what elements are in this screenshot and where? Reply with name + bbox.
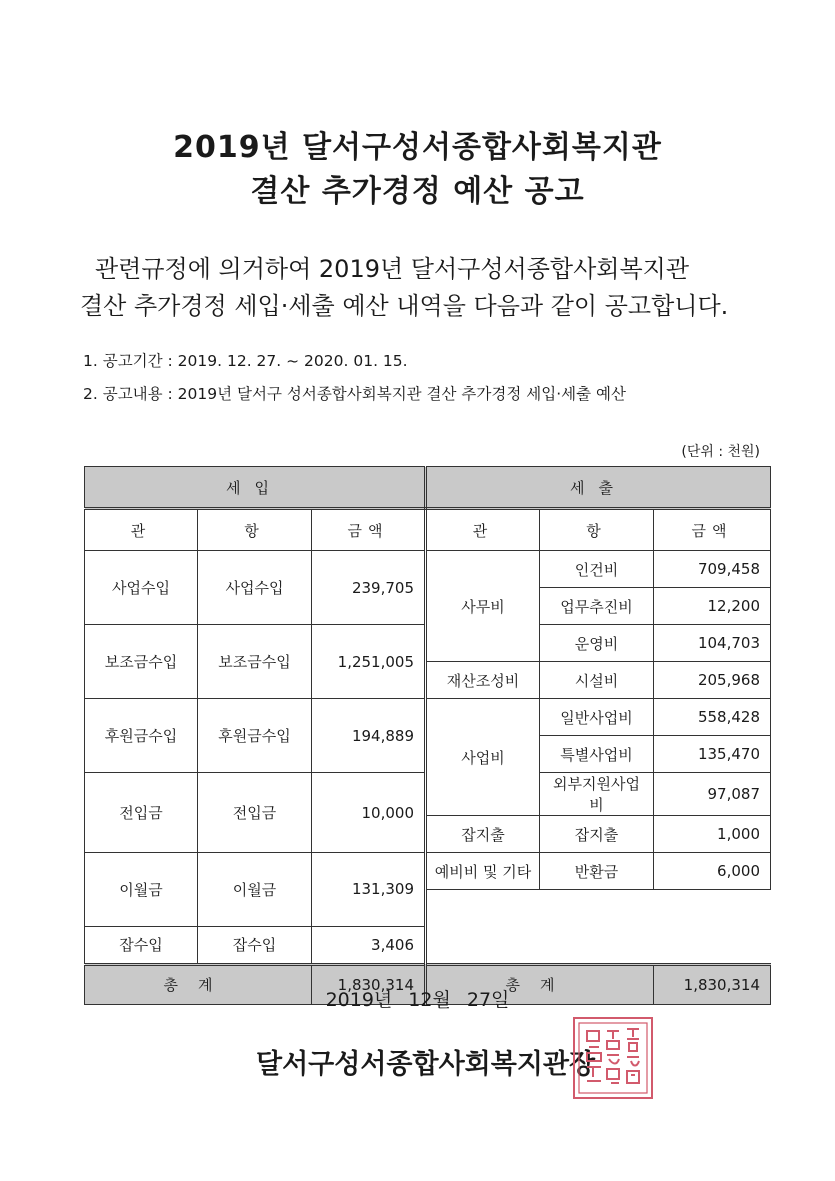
expense-hang: 업무추진비 xyxy=(540,588,654,625)
revenue-amount: 3,406 xyxy=(312,926,426,964)
expense-total: 1,830,314 xyxy=(654,964,771,1004)
document-title-line1: 2019년 달서구성서종합사회복지관 xyxy=(173,130,662,165)
expense-amount: 6,000 xyxy=(654,853,771,890)
expense-total-label: 총계 xyxy=(426,964,654,1004)
revenue-amount: 131,309 xyxy=(312,853,426,927)
intro-line2: 결산 추가경정 세입·세출 예산 내역을 다음과 같이 공고합니다. xyxy=(80,292,729,320)
revenue-amount: 1,251,005 xyxy=(312,625,426,699)
expense-amount: 97,087 xyxy=(654,773,771,816)
revenue-hang: 보조금수입 xyxy=(198,625,312,699)
unit-label: (단위 : 천원) xyxy=(681,444,760,460)
expense-amount: 558,428 xyxy=(654,699,771,736)
expense-amount: 709,458 xyxy=(654,551,771,588)
expense-gwan-project: 사업비 xyxy=(426,699,540,816)
expense-hang: 시설비 xyxy=(540,662,654,699)
revenue-hang: 이월금 xyxy=(198,853,312,927)
revenue-hang: 후원금수입 xyxy=(198,699,312,773)
revenue-hang: 전입금 xyxy=(198,773,312,853)
col-amount-revenue: 금액 xyxy=(312,509,426,551)
col-gwan-revenue: 관 xyxy=(85,509,198,551)
revenue-amount: 10,000 xyxy=(312,773,426,853)
revenue-gwan: 전입금 xyxy=(85,773,198,853)
revenue-gwan: 후원금수입 xyxy=(85,699,198,773)
expense-header: 세출 xyxy=(426,467,771,509)
notice-date: 2019년 12월 27일 xyxy=(325,989,510,1011)
expense-hang: 운영비 xyxy=(540,625,654,662)
col-gwan-expense: 관 xyxy=(426,509,540,551)
expense-hang: 인건비 xyxy=(540,551,654,588)
expense-gwan-reserve: 예비비 및 기타 xyxy=(426,853,540,890)
revenue-amount: 194,889 xyxy=(312,699,426,773)
revenue-header: 세입 xyxy=(85,467,426,509)
expense-hang: 반환금 xyxy=(540,853,654,890)
revenue-gwan: 보조금수입 xyxy=(85,625,198,699)
expense-hang: 잡지출 xyxy=(540,816,654,853)
expense-hang: 특별사업비 xyxy=(540,736,654,773)
notice-period: 1. 공고기간 : 2019. 12. 27. ~ 2020. 01. 15. xyxy=(83,352,408,370)
document-title-line2: 결산 추가경정 예산 공고 xyxy=(250,174,585,209)
revenue-total-label: 총계 xyxy=(85,964,312,1004)
revenue-total: 1,830,314 xyxy=(312,964,426,1004)
expense-amount: 205,968 xyxy=(654,662,771,699)
expense-gwan-office: 사무비 xyxy=(426,551,540,662)
official-seal-icon xyxy=(573,1017,653,1099)
expense-amount: 1,000 xyxy=(654,816,771,853)
revenue-amount: 239,705 xyxy=(312,551,426,625)
col-hang-revenue: 항 xyxy=(198,509,312,551)
revenue-hang: 사업수입 xyxy=(198,551,312,625)
expense-gwan-misc: 잡지출 xyxy=(426,816,540,853)
expense-amount: 12,200 xyxy=(654,588,771,625)
organization-name: 달서구성서종합사회복지관장 xyxy=(256,1049,596,1080)
col-hang-expense: 항 xyxy=(540,509,654,551)
revenue-gwan: 사업수입 xyxy=(85,551,198,625)
expense-amount: 104,703 xyxy=(654,625,771,662)
budget-table xyxy=(84,466,771,1005)
revenue-hang: 잡수입 xyxy=(198,926,312,964)
notice-content: 2. 공고내용 : 2019년 달서구 성서종합사회복지관 결산 추가경정 세입·세출 예산 xyxy=(83,385,626,403)
expense-gwan-property: 재산조성비 xyxy=(426,662,540,699)
intro-line1: 관련규정에 의거하여 2019년 달서구성서종합사회복지관 xyxy=(95,255,690,283)
expense-hang: 일반사업비 xyxy=(540,699,654,736)
expense-amount: 135,470 xyxy=(654,736,771,773)
revenue-gwan: 이월금 xyxy=(85,853,198,927)
col-amount-expense: 금액 xyxy=(654,509,771,551)
revenue-gwan: 잡수입 xyxy=(85,926,198,964)
expense-hang: 외부지원사업비 xyxy=(540,773,654,816)
